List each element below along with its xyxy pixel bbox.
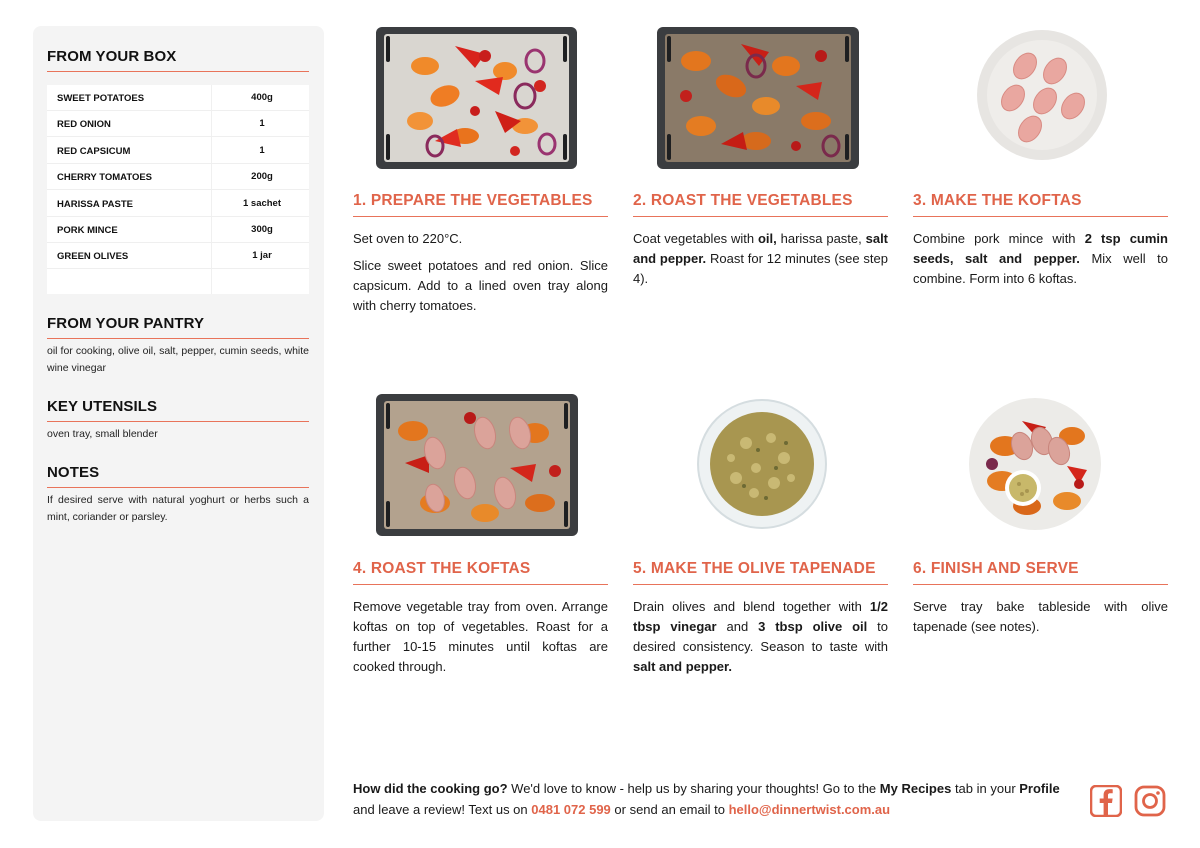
notes-heading: NOTES (47, 464, 309, 488)
facebook-icon (1090, 785, 1122, 817)
ingredient-qty: 400g (251, 92, 273, 103)
ingredient-row (47, 243, 309, 269)
ingredient-name: RED CAPSICUM (57, 145, 131, 157)
instagram-link[interactable] (1134, 785, 1166, 822)
ingredient-name: PORK MINCE (57, 225, 118, 236)
step-1-body (353, 229, 608, 323)
step-paragraph: Slice sweet potatoes and red onion. Slice capsicum. Add to a lined oven tray along with cherry tomatoes. (353, 258, 608, 313)
ingredient-row (47, 191, 309, 217)
ingredient-row (47, 111, 309, 137)
ingredient-qty: 200g (251, 171, 273, 183)
feedback-footer: How did the cooking go? We'd love to know - help us by sharing your thoughts! Go to the My Recipes tab in your Profile and leave a review! Text us on 0481 072 599 or send an email to hello@dinnertwist.com.au (353, 781, 1060, 817)
step-6-title: 6. FINISH AND SERVE (913, 560, 1168, 585)
step-paragraph: Set oven to 220°C. (353, 231, 463, 246)
ingredient-row (47, 85, 309, 111)
pantry-text: oil for cooking, olive oil, salt, pepper, cumin seeds, white wine vinegar (47, 345, 309, 374)
instagram-icon (1134, 785, 1166, 817)
step-2-body (633, 229, 888, 296)
ingredient-row (47, 217, 309, 243)
ingredient-name: SWEET POTATOES (57, 93, 145, 104)
ingredient-qty: 300g (251, 224, 273, 235)
step-paragraph: Remove vegetable tray from oven. Arrange koftas on top of vegetables. Roast for a further 10-15 minutes until koftas are cooked through. (353, 599, 608, 674)
from-your-box-heading: FROM YOUR BOX (47, 48, 309, 72)
step-6-body (913, 597, 1168, 644)
ingredients-table (47, 85, 309, 294)
ingredient-row (47, 164, 309, 190)
ingredient-name: CHERRY TOMATOES (57, 172, 153, 184)
from-your-pantry-heading: FROM YOUR PANTRY (47, 315, 309, 339)
step-4-body (353, 597, 608, 684)
ingredient-qty: 1 sachet (242, 197, 282, 209)
ingredient-name: GREEN OLIVES (57, 251, 129, 263)
step-1-image (375, 26, 578, 175)
step-paragraph: Serve tray bake tableside with olive tapenade (see notes). (913, 599, 1168, 634)
step-paragraph: Combine pork mince with 2 tsp cumin seeds, salt and pepper. Mix well to combine. Form into 6 koftas. (913, 231, 1169, 286)
ingredient-name: RED ONION (57, 119, 111, 131)
ingredient-row (47, 138, 309, 164)
step-paragraph: Coat vegetables with oil, harissa paste, salt and pepper. Roast for 12 minutes (see step 4). (633, 231, 889, 286)
step-paragraph: Drain olives and blend together with 1/2 tbsp vinegar and 3 tbsp olive oil to desired consistency. Season to taste with salt and pepper. (633, 599, 889, 674)
step-5-image (696, 398, 828, 535)
ingredients-sidebar (33, 26, 324, 821)
step-5-body (633, 597, 888, 684)
utensils-text: oven tray, small blender (47, 428, 158, 440)
step-1-title: 1. PREPARE THE VEGETABLES (353, 192, 608, 217)
step-3-body (913, 229, 1168, 296)
step-3-image (975, 26, 1109, 169)
key-utensils-heading: KEY UTENSILS (47, 398, 309, 422)
facebook-link[interactable] (1090, 785, 1122, 822)
step-4-title: 4. ROAST THE KOFTAS (353, 560, 608, 585)
ingredient-qty: 1 (259, 118, 265, 130)
notes-text: If desired serve with natural yoghurt or herbs such a mint, coriander or parsley. (47, 494, 309, 523)
step-2-title: 2. ROAST THE VEGETABLES (633, 192, 888, 217)
ingredient-qty: 1 (259, 144, 265, 156)
step-3-title: 3. MAKE THE KOFTAS (913, 192, 1168, 217)
step-6-image (967, 396, 1103, 537)
ingredient-qty: 1 jar (252, 250, 272, 262)
step-4-image (375, 393, 579, 542)
step-2-image (656, 26, 860, 175)
step-5-title: 5. MAKE THE OLIVE TAPENADE (633, 560, 888, 585)
ingredient-name: HARISSA PASTE (57, 198, 134, 210)
